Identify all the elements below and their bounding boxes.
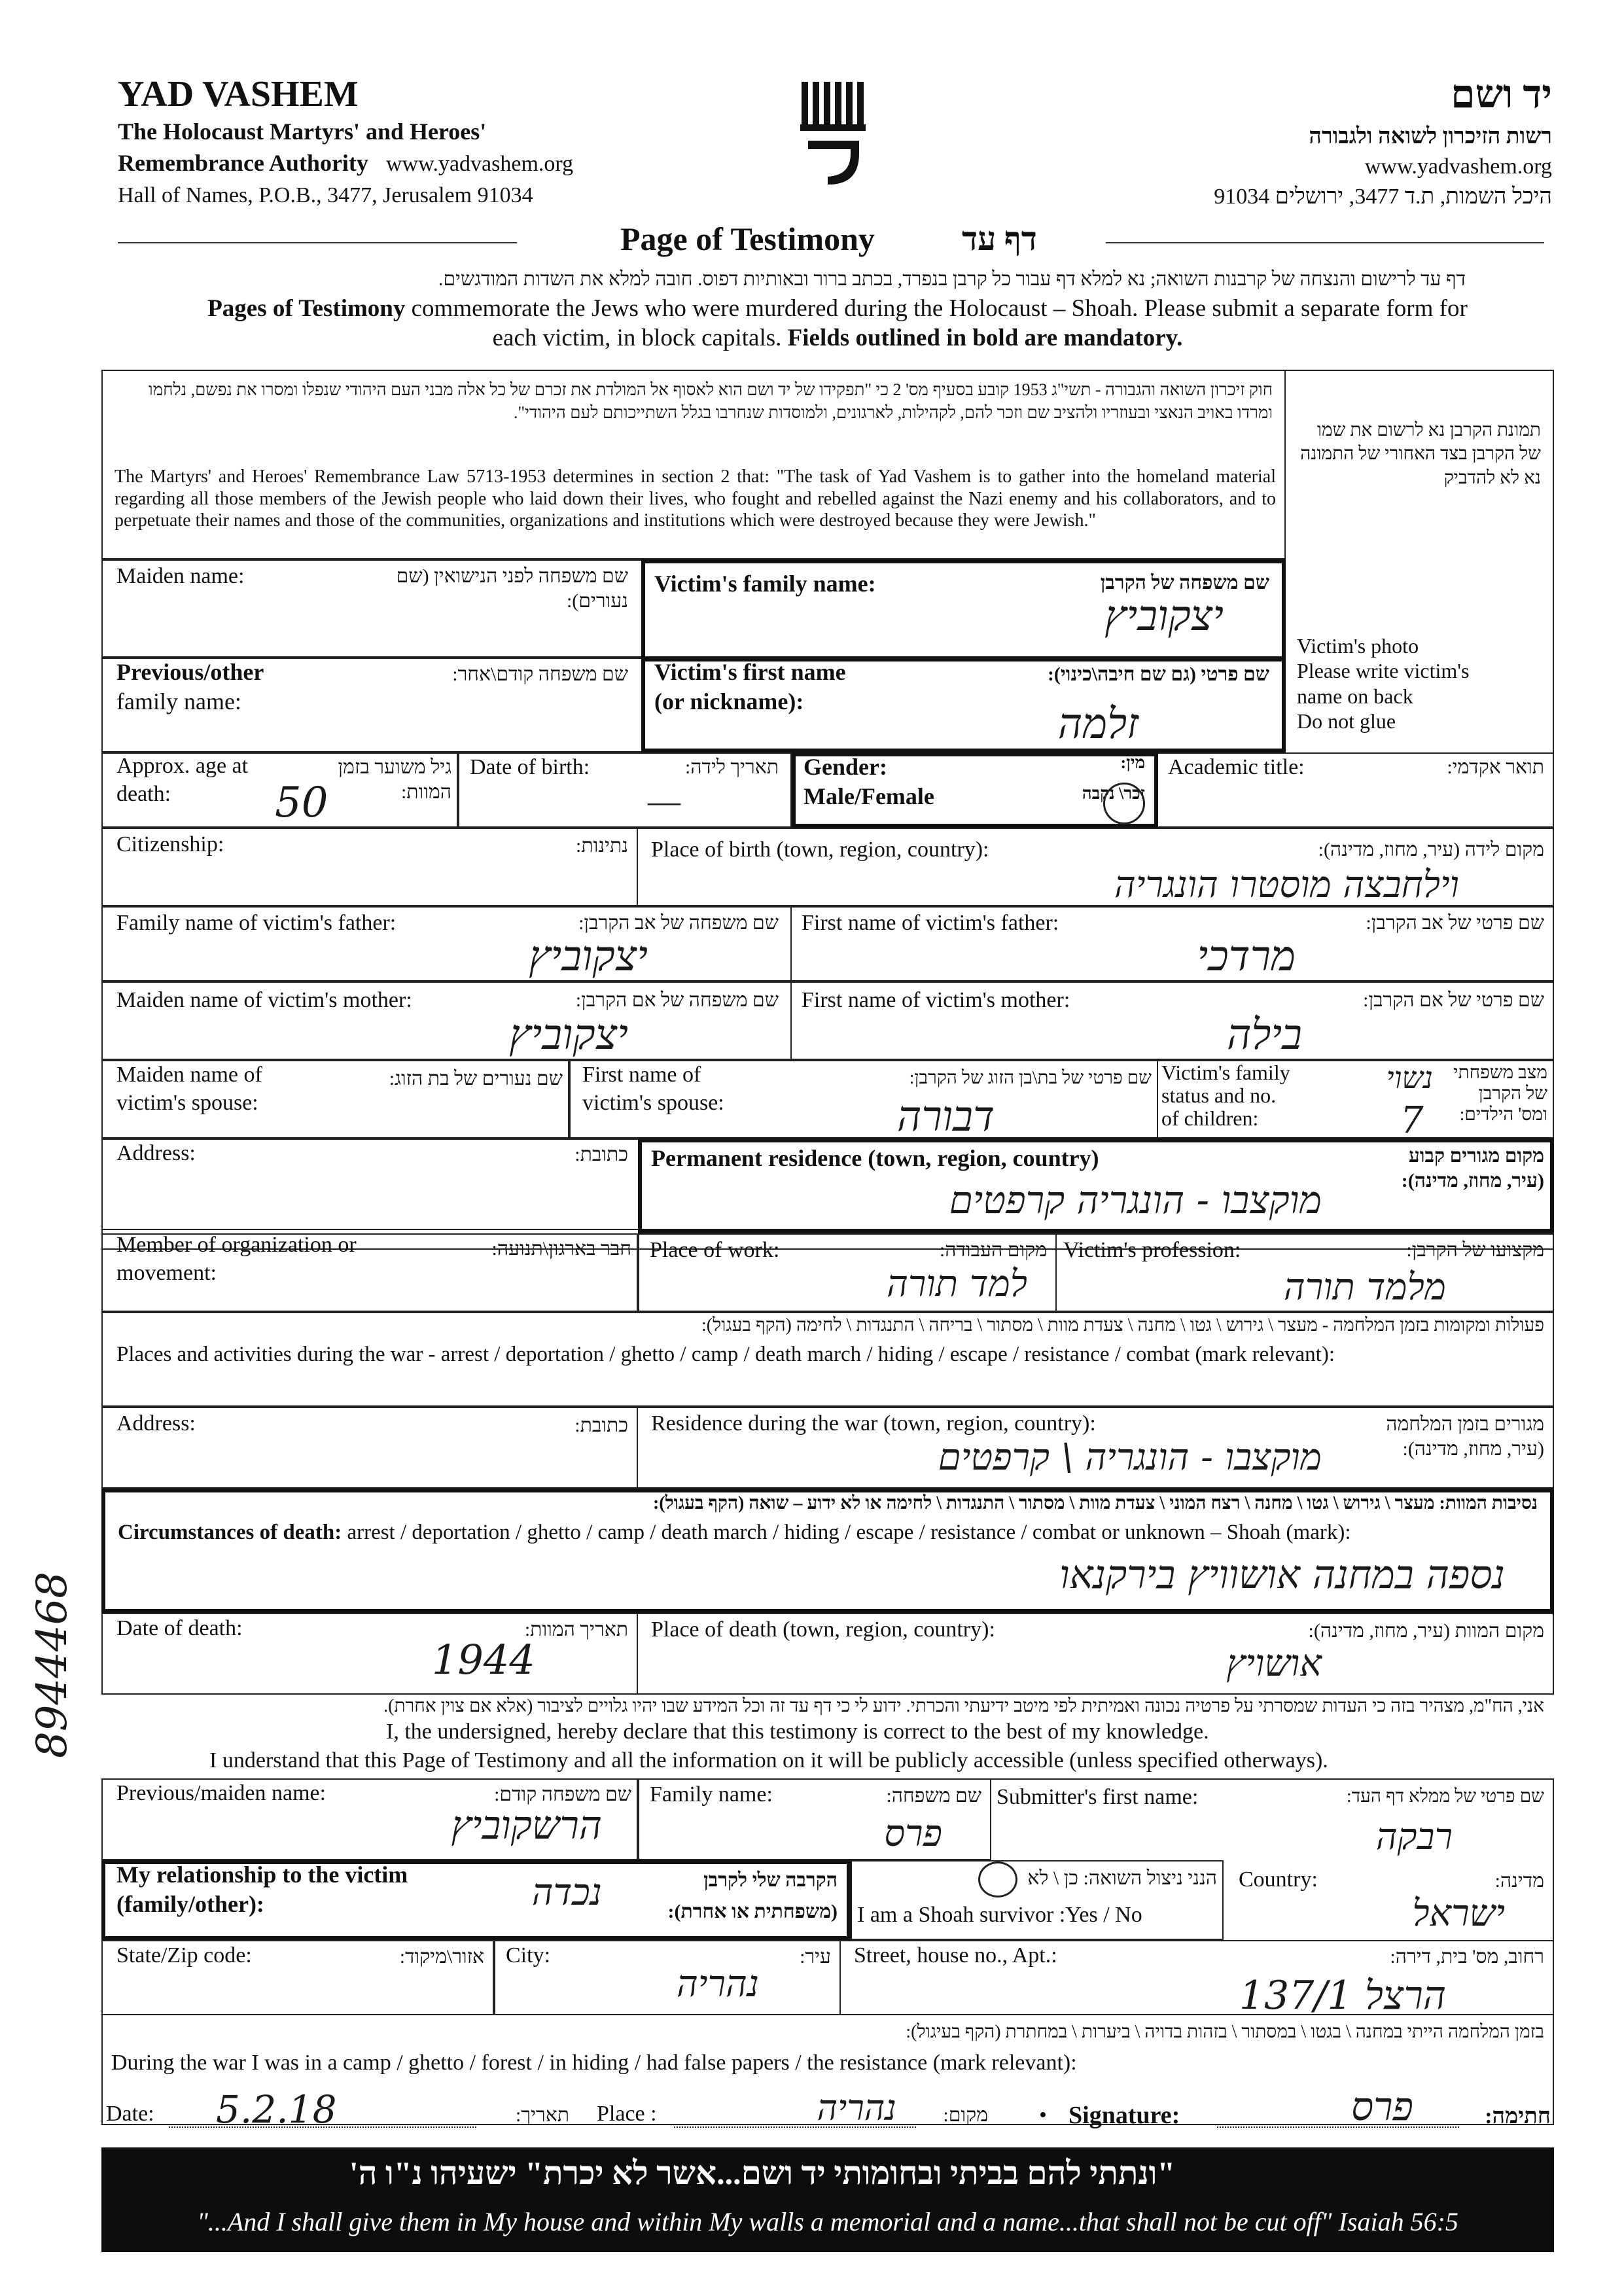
- father-family-label: Family name of victim's father:: [116, 911, 397, 935]
- death-place-label-he: מקום המוות (עיר, מחוז, מדינה):: [1308, 1620, 1544, 1642]
- war-residence-value[interactable]: מוקצבו - הונגריה \ קרפטים: [938, 1436, 1322, 1479]
- mother-maiden-value[interactable]: יצקוביץ: [509, 1011, 628, 1059]
- first-name-label-2: (or nickname):: [654, 688, 804, 715]
- death-place-label: Place of death (town, region, country):: [651, 1617, 995, 1642]
- perm-residence-label: Permanent residence (town, region, country): [651, 1145, 1099, 1171]
- country-value[interactable]: ישראל: [1412, 1892, 1505, 1935]
- age-label: [116, 752, 248, 808]
- signature-label: Signature:: [1068, 2102, 1180, 2129]
- academic-label-he: תואר אקדמי:: [1447, 756, 1544, 778]
- footer-quote-he: "ונתתי להם בביתי ובחומותי יד ושם...אשר לא יכרת" ישעיהו נ"ו ה': [349, 2155, 1176, 2191]
- country-label: Country:: [1239, 1867, 1318, 1892]
- family-status-value[interactable]: נשוי: [1386, 1060, 1433, 1095]
- age-label-1: Approx. age at: [116, 754, 249, 778]
- father-first-value[interactable]: מרדכי: [1197, 932, 1296, 981]
- first-name-label: [654, 658, 846, 716]
- submitter-first-label: Submitter's first name:: [997, 1785, 1199, 1809]
- street-label-he: רחוב, מס' בית, דירה:: [1390, 1946, 1544, 1968]
- mother-maiden-label: Maiden name of victim's mother:: [116, 988, 412, 1012]
- previous-family-label: [116, 658, 264, 716]
- children-value[interactable]: 7: [1400, 1099, 1424, 1142]
- mother-first-label-he: שם פרטי של אם הקרבן:: [1363, 989, 1544, 1011]
- gender-label-2: Male/Female: [803, 783, 934, 809]
- country-label-he: מדינה:: [1494, 1870, 1544, 1892]
- authority-en-1: The Holocaust Martyrs' and Heroes': [118, 118, 487, 145]
- spouse-maiden-label-he: שם נעורים של בת הזוג:: [389, 1068, 563, 1089]
- family-status-label-he: [1433, 1063, 1547, 1126]
- photo-en-3: name on back: [1297, 684, 1413, 708]
- family-name-label: Victim's family name:: [654, 571, 876, 597]
- declaration-en-2: I understand that this Page of Testimony and all the information on it will be publicly accessible (unless specified otherways).: [209, 1748, 1328, 1773]
- org-name-en: YAD VASHEM: [118, 74, 359, 115]
- survivor-label-he: הנני ניצול השואה: כן \ לא: [1027, 1867, 1217, 1889]
- yad-vashem-logo: [795, 72, 874, 190]
- war-activities-en: Places and activities during the war - arrest / deportation / ghetto / camp / death march / hiding / escape / resistance / combat (mark relevant):: [116, 1343, 1335, 1366]
- member-org-label-2: movement:: [116, 1260, 217, 1285]
- circumstances-label-he: נסיבות המוות: מעצר \ גירוש \ גטו \ מחנה \ רצח המוני \ צעדת מוות \ מסתור \ התנגדות \ לחימה או לא ידוע – שואה (הקף בעגול):: [652, 1493, 1538, 1513]
- dob-value[interactable]: —: [648, 783, 680, 819]
- submitter-first-label-he: שם פרטי של ממלא דף העד:: [1346, 1786, 1544, 1807]
- perm-residence-value[interactable]: מוקצבו - הונגריה קרפטים: [949, 1178, 1322, 1222]
- family-status-label-he-3: ומס' הילדים:: [1459, 1104, 1547, 1125]
- war-residence-label: Residence during the war (town, region, country):: [651, 1411, 1096, 1436]
- survivor-label-en: I am a Shoah survivor :Yes / No: [857, 1903, 1142, 1927]
- member-org-label-1: Member of organization or: [116, 1233, 357, 1257]
- mother-maiden-label-he: שם משפחה של אם הקרבן:: [575, 989, 779, 1011]
- place-value[interactable]: נהריה: [817, 2087, 896, 2128]
- photo-label-en: [1297, 633, 1469, 734]
- bullet-dot: [1040, 2112, 1046, 2117]
- relationship-label: [116, 1860, 408, 1919]
- survivor-no-circle[interactable]: [978, 1862, 1017, 1897]
- address-en: Hall of Names, P.O.B., 3477, Jerusalem 91034: [118, 183, 533, 207]
- intro-en-text-2: each victim, in block capitals.: [492, 325, 782, 351]
- submitter-family-label-he: שם משפחה:: [886, 1785, 981, 1807]
- first-name-value[interactable]: זלמה: [1057, 700, 1139, 749]
- family-status-label-he-1: מצב משפחתי: [1453, 1063, 1547, 1083]
- profession-label: Victim's profession:: [1063, 1238, 1241, 1262]
- date-value[interactable]: 5.2.18: [216, 2087, 337, 2132]
- intro-en-2: [118, 324, 1557, 352]
- address-label: Address:: [116, 1141, 196, 1165]
- maiden-name-label: Maiden name:: [116, 564, 245, 588]
- birth-place-value[interactable]: וילחבצה מוסטרו הונגריה: [1114, 864, 1459, 906]
- city-value[interactable]: נהריה: [676, 1963, 759, 2005]
- authority-he: רשות הזיכרון לשואה ולגבורה: [1309, 124, 1552, 149]
- previous-family-label-1: Previous/other: [116, 659, 264, 685]
- family-name-value[interactable]: יצקוביץ: [1104, 592, 1224, 641]
- intro-en-text: commemorate the Jews who were murdered during the Holocaust – Shoah. Please submit a separate form for: [411, 295, 1468, 322]
- intro-en-1: [118, 294, 1557, 323]
- form-title-he: דף עד: [962, 221, 1037, 257]
- profession-value[interactable]: מלמד תורה: [1283, 1266, 1446, 1309]
- address-he: היכל השמות, ת.ד 3477, ירושלים 91034: [1214, 185, 1552, 209]
- prev-name-value[interactable]: הרשקוביץ: [451, 1803, 602, 1848]
- intro-he: דף עד לרישום והנצחה של קרבנות השואה; נא למלא דף עבור כל קרבן בנפרד, בכתב ברור ובאותיות דפוס. חובה למלא את השדות המודגשים.: [438, 268, 1466, 290]
- photo-en-4: Do not glue: [1297, 709, 1396, 733]
- circumstances-label-text: arrest / deportation / ghetto / camp / death march / hiding / escape / resistance / combat or unknown – Shoah (mark):: [347, 1521, 1351, 1544]
- citizenship-label: Citizenship:: [116, 832, 224, 856]
- member-org-label-he: חבר בארגון\תנועה:: [491, 1238, 631, 1260]
- circumstances-value[interactable]: נספה במחנה אושוויץ בירקנאו: [1059, 1552, 1505, 1598]
- family-status-label-2: status and no.: [1161, 1084, 1277, 1108]
- family-status-label-1: Victim's family: [1161, 1061, 1290, 1084]
- family-status-label-he-2: של הקרבן: [1478, 1084, 1547, 1104]
- gender-circle-male[interactable]: [1103, 783, 1145, 824]
- dob-label-he: תאריך לידה:: [684, 756, 779, 778]
- photo-instructions-he: תמונת הקרבן נא לרשום את שמו של הקרבן בצד האחורי של התמונה נא לא להדביק: [1300, 420, 1541, 488]
- perm-residence-label-he-2: (עיר, מחוז, מדינה):: [1401, 1169, 1544, 1191]
- age-label-2: death:: [116, 781, 171, 806]
- relationship-label-he-1: הקרבה שלי לקרבן: [703, 1869, 838, 1891]
- age-label-he-1: גיל משוער בזמן: [338, 756, 451, 778]
- circumstances-label-bold: Circumstances of death:: [118, 1521, 342, 1544]
- date-label: Date:: [106, 2102, 154, 2126]
- relationship-label-2: (family/other):: [116, 1891, 264, 1917]
- profession-label-he: מקצועו של הקרבן:: [1406, 1239, 1544, 1261]
- city-label-he: עיר:: [800, 1946, 831, 1968]
- margin-archive-number: 8944468: [28, 1571, 77, 1758]
- law-text-he: חוק זיכרון השואה והגבורה - תשי"ג 1953 קובע בסעיף מס' 2 כי "תפקידו של יד ושם הוא לאסוף אל המולדת את זכרם של כל אלה מבני העם היהודי שנפלו ומסרו את נפשם, נלחמו ומרדו באויב הנאצי ובעוזריו ולהציב שם וזכר להם, לקהילות, לארגונים, ולמוסדות שנחרבו בגלל השתייכותם לעם היהודי".: [149, 380, 1273, 423]
- signature-label-he: חתימה:: [1485, 2104, 1551, 2128]
- circumstances-label-en: [118, 1519, 1351, 1546]
- family-status-label: [1161, 1061, 1290, 1131]
- place-label-he: מקום:: [943, 2104, 988, 2126]
- war-address-label-he: כתובת:: [574, 1415, 628, 1436]
- dob-label: Date of birth:: [470, 755, 590, 779]
- zip-label-he: אזור\מיקוד:: [399, 1946, 484, 1968]
- death-date-label-he: תאריך המוות:: [524, 1619, 628, 1640]
- war-residence-label-he-1: מגורים בזמן המלחמה: [1386, 1413, 1544, 1435]
- war-residence-label-he-2: (עיר, מחוז, מדינה):: [1402, 1438, 1544, 1460]
- zip-label: State/Zip code:: [116, 1943, 252, 1968]
- street-label: Street, house no., Apt.:: [854, 1943, 1057, 1968]
- photo-en-2: Please write victim's: [1297, 659, 1470, 683]
- relationship-label-he-2: (משפחתית או אחרת):: [667, 1900, 838, 1922]
- first-name-label-he: שם פרטי (גם שם חיבה\כינוי):: [1047, 663, 1269, 685]
- intro-en-bold-2: Fields outlined in bold are mandatory.: [787, 325, 1183, 351]
- mother-first-label: First name of victim's mother:: [802, 988, 1070, 1012]
- street-value[interactable]: הרצל 137/1: [1239, 1973, 1446, 2019]
- spouse-first-label-2: victim's spouse:: [582, 1090, 724, 1115]
- father-first-label: First name of victim's father:: [802, 911, 1059, 935]
- spouse-maiden-label-1: Maiden name of: [116, 1063, 262, 1087]
- workplace-label-he: מקום העבודה:: [939, 1239, 1047, 1261]
- death-date-value[interactable]: 1944: [432, 1636, 535, 1684]
- submitter-first-value[interactable]: רבקה: [1375, 1816, 1453, 1858]
- father-family-label-he: שם משפחה של אב הקרבן:: [578, 912, 779, 934]
- gender-label-1: Gender:: [803, 754, 887, 780]
- member-org-label: [116, 1231, 357, 1287]
- death-date-label: Date of death:: [116, 1616, 243, 1640]
- relationship-label-he: [609, 1868, 838, 1924]
- gender-label: [803, 752, 934, 811]
- gender-label-he-1: מין:: [1120, 753, 1145, 772]
- first-name-label-1: Victim's first name: [654, 659, 846, 685]
- law-text-en: The Martyrs' and Heroes' Remembrance Law 5713-1953 determines in section 2 that: "The task of Yad Vashem is to gather into the homeland material regarding all those members of the Jewish people who laid down their lives, who fought and rebelled against the Nazi enemy and his collaborators, and to perpetuate their names and those of the communities, organizations and institutions which were destroyed because they were Jewish.": [115, 467, 1276, 531]
- prev-name-label: Previous/maiden name:: [116, 1781, 327, 1805]
- father-first-label-he: שם פרטי של אב הקרבן:: [1366, 912, 1544, 934]
- spouse-first-label-he: שם פרטי של בת\בן הזוג של הקרבן:: [909, 1068, 1152, 1088]
- org-name-he: יד ושם: [1451, 73, 1552, 116]
- workplace-label: Place of work:: [650, 1238, 780, 1262]
- family-status-label-3: of children:: [1161, 1106, 1259, 1131]
- form-title-en: Page of Testimony: [620, 221, 875, 257]
- website-he: www.yadvashem.org: [1364, 154, 1552, 179]
- death-place-value[interactable]: אושויץ: [1226, 1642, 1322, 1685]
- war-residence-label-he: [1335, 1412, 1544, 1461]
- city-label: City:: [506, 1943, 551, 1968]
- spouse-first-value[interactable]: דבורה: [896, 1093, 995, 1141]
- father-family-value[interactable]: יצקוביץ: [529, 932, 648, 981]
- gender-label-he-2: זכר\ נקבה: [1082, 783, 1145, 803]
- mother-first-value[interactable]: בילה: [1226, 1011, 1302, 1059]
- spouse-maiden-label: [116, 1061, 262, 1117]
- address-label-he: כתובת:: [574, 1144, 628, 1165]
- intro-en-bold: Pages of Testimony: [207, 295, 406, 322]
- war-address-label: Address:: [116, 1411, 196, 1436]
- relationship-label-1: My relationship to the victim: [116, 1862, 408, 1888]
- date-label-he: תאריך:: [516, 2104, 569, 2126]
- signature-value[interactable]: פרס: [1350, 2084, 1413, 2130]
- academic-label: Academic title:: [1168, 755, 1305, 779]
- previous-family-label-2: family name:: [116, 688, 241, 715]
- family-name-label-he: שם משפחה של הקרבן: [1100, 572, 1269, 593]
- perm-residence-label-he-1: מקום מגורים קבוע: [1408, 1145, 1544, 1167]
- website-en: www.yadvashem.org: [386, 152, 574, 176]
- spouse-first-label-1: First name of: [582, 1063, 701, 1087]
- submitter-family-label: Family name:: [650, 1782, 773, 1807]
- spouse-maiden-label-2: victim's spouse:: [116, 1090, 258, 1115]
- during-war-he: בזמן המלחמה הייתי במחנה \ בגטו \ במסתור \ בזהות בדויה \ ביערות \ במחתרת (הקף בעיגול):: [906, 2022, 1544, 2042]
- birth-place-label-he: מקום לידה (עיר, מחוז, מדינה):: [1318, 839, 1544, 860]
- birth-place-label: Place of birth (town, region, country):: [651, 838, 989, 862]
- declaration-he: אני, הח"מ, מצהיר בזה כי העדות שמסרתי על פרטיה נכונה ואמיתית לפי מיטב ידיעתי והכרתי. ידוע לי כי דף עד זה וכל המידע שבו יהיו גלויים לציבור (אלא אם צוין אחרת).: [383, 1696, 1544, 1716]
- workplace-value[interactable]: למד תורה: [887, 1263, 1027, 1305]
- submitter-family-value[interactable]: פרס: [884, 1812, 942, 1855]
- perm-residence-label-he: [1348, 1144, 1544, 1193]
- citizenship-label-he: נתינות:: [576, 835, 628, 856]
- age-value[interactable]: 50: [275, 779, 328, 827]
- war-activities-he: פעולות ומקומות בזמן המלחמה - מעצר \ גירוש \ גטו \ מחנה \ צעדת מוות \ מסתור \ בריחה \ התנגדות \ לחימה (הקף בעגול):: [701, 1315, 1544, 1335]
- during-war-en: During the war I was in a camp / ghetto / forest / in hiding / had false papers / the resistance (mark relevant):: [111, 2051, 1077, 2075]
- prev-name-label-he: שם משפחה קודם:: [494, 1784, 631, 1805]
- relationship-value[interactable]: נכדה: [531, 1871, 602, 1914]
- maiden-name-label-he: שם משפחה לפני הנישואין (שם נעורים):: [396, 565, 628, 612]
- place-label: Place :: [597, 2102, 657, 2126]
- declaration-en-1: I, the undersigned, hereby declare that this testimony is correct to the best of my knowledge.: [386, 1720, 1209, 1744]
- age-label-he-2: המוות:: [400, 781, 451, 803]
- authority-en-2: Remembrance Authority: [118, 150, 368, 176]
- photo-en-1: Victim's photo: [1297, 634, 1419, 658]
- footer-quote-en: "...And I shall give them in My house and within My walls a memorial and a name...that shall not be cut off" Isaiah 56:5: [197, 2207, 1458, 2236]
- spouse-first-label: [582, 1061, 724, 1117]
- previous-family-label-he: שם משפחה קודם\אחר:: [452, 663, 628, 685]
